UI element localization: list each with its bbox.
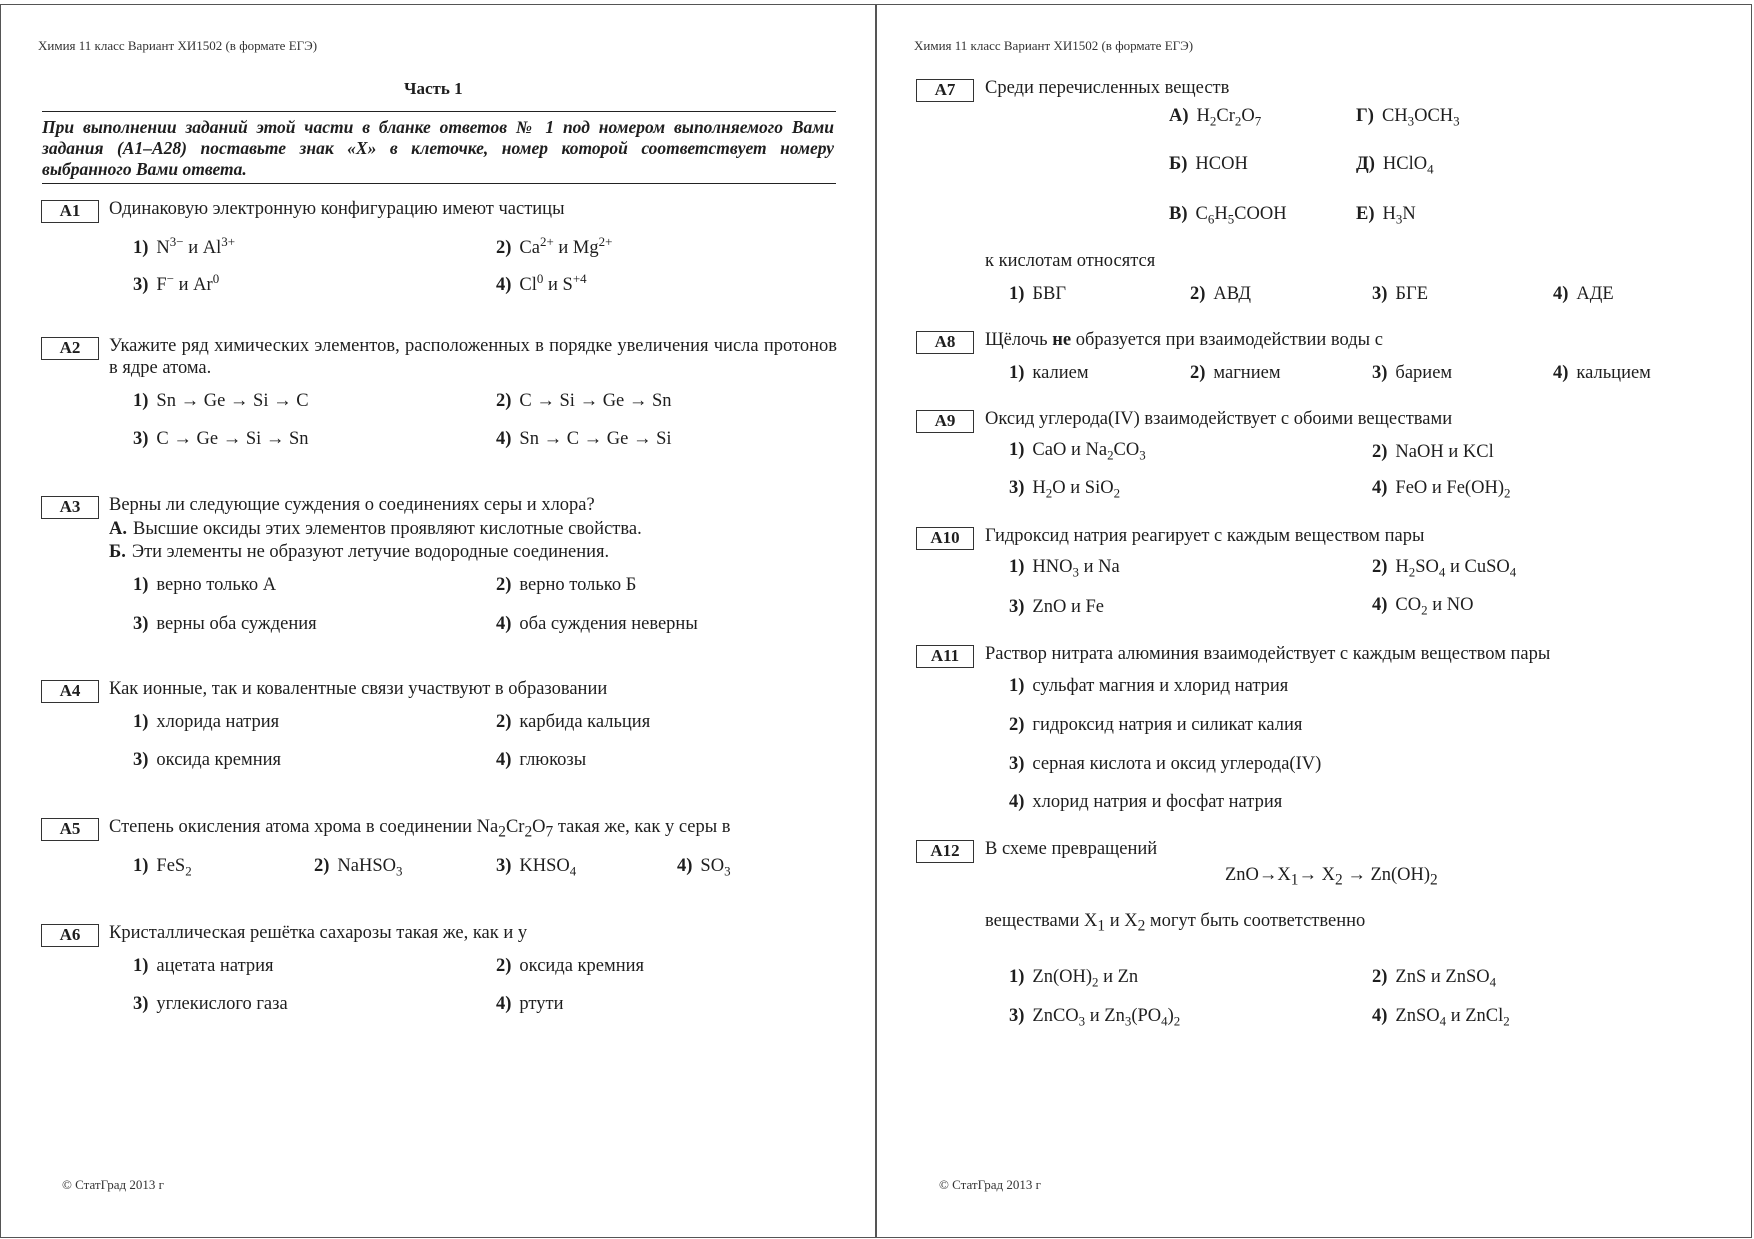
copyright: © СтатГрад 2013 г xyxy=(62,1177,164,1192)
option-a1-1: 1) $N^{3-}$ и $Al^{3+}$ xyxy=(133,234,235,259)
option-a11-4: 4) хлорид натрия и фосфат натрия xyxy=(1009,792,1283,812)
substance-d: Д) HClO$_4$ xyxy=(1356,154,1434,177)
option-a4-3: 3) оксида кремния xyxy=(133,750,282,770)
substance-g: Г) $CH_3OCH_3$ xyxy=(1356,106,1460,129)
part-title: Часть 1 xyxy=(404,79,463,98)
substance-a: А) $H_2Cr_2O_7$ xyxy=(1169,106,1262,129)
option-a7-1: 1) БВГ xyxy=(1009,284,1067,304)
substance-b: Б) HCOH xyxy=(1169,154,1248,174)
option-a6-4: 4) ртути xyxy=(496,994,564,1014)
question-text-a12: В схеме превращений xyxy=(985,839,1158,859)
option-a11-2: 2) гидроксид натрия и силикат калия xyxy=(1009,715,1303,735)
option-a5-2: 2) NaHSO$_3$ xyxy=(314,856,403,879)
option-a2-2: 2) C → Si → Ge → Sn xyxy=(496,391,672,411)
option-a1-2: 2) $Ca^{2+}$ и $Mg^{2+}$ xyxy=(496,234,613,259)
option-a4-2: 2) карбида кальция xyxy=(496,712,651,732)
option-a12-1: 1) $Zn(OH)_2$ и Zn xyxy=(1009,967,1139,990)
option-a3-1: 1) верно только А xyxy=(133,575,277,595)
option-a8-2: 2) магнием xyxy=(1190,363,1281,383)
option-a8-3: 3) барием xyxy=(1372,363,1453,383)
option-a3-3: 3) верны оба суждения xyxy=(133,614,317,634)
option-a4-1: 1) хлорида натрия xyxy=(133,712,280,732)
option-a9-4: 4) FeO и $Fe(OH)_2$ xyxy=(1372,478,1511,501)
option-a2-1: 1) Sn → Ge → Si → C xyxy=(133,391,309,411)
option-a10-4: 4) $CO_2$ и NO xyxy=(1372,595,1474,618)
question-text-a5: Степень окисления атома хрома в соединении $Na_2Cr_2O_7$ такая же, как у серы в xyxy=(109,817,731,841)
option-a1-3: 3) F− и Ar$^0$ xyxy=(133,271,220,296)
option-a4-4: 4) глюкозы xyxy=(496,750,587,770)
option-a3-2: 2) верно только Б xyxy=(496,575,637,595)
option-a6-3: 3) углекислого газа xyxy=(133,994,288,1014)
substance-v: В) $C_6H_5COOH$ xyxy=(1169,204,1287,227)
question-number-a8: А8 xyxy=(916,331,974,354)
option-a1-4: 4) Cl$^0$ и $S^{+4}$ xyxy=(496,271,587,296)
question-number-a2: А2 xyxy=(41,337,99,360)
question-text-a3: Верны ли следующие суждения о соединениях серы и хлора? xyxy=(109,495,595,515)
transformation-scheme: $ZnO\to X_1\to X_2 \to Zn(OH)_2$ xyxy=(1225,865,1438,889)
question-number-a7: А7 xyxy=(916,79,974,102)
option-a7-2: 2) АВД xyxy=(1190,284,1252,304)
option-a2-3: 3) C → Ge → Si → Sn xyxy=(133,429,309,449)
instructions: При выполнении заданий этой части в бланке ответов № 1 под номером выполняемого Вами задания (А1–А28) поставьте знак «X» в клеточке, номер которой соответствует номеру выбранного Вами ответа. xyxy=(42,117,834,179)
option-a8-1: 1) калием xyxy=(1009,363,1089,383)
option-a6-2: 2) оксида кремния xyxy=(496,956,645,976)
statement-a: А. Высшие оксиды этих элементов проявляют кислотные свойства. xyxy=(109,519,642,539)
option-a12-2: 2) ZnS и ZnSO$_4$ xyxy=(1372,967,1497,990)
question-tail-a7: к кислотам относятся xyxy=(985,251,1156,271)
option-a11-1: 1) сульфат магния и хлорид натрия xyxy=(1009,676,1289,696)
question-number-a9: А9 xyxy=(916,410,974,433)
option-a11-3: 3) серная кислота и оксид углерода(IV) xyxy=(1009,754,1322,774)
question-number-a3: А3 xyxy=(41,496,99,519)
question-text-a10: Гидроксид натрия реагирует с каждым веществом пары xyxy=(985,526,1425,546)
option-a3-4: 4) оба суждения неверны xyxy=(496,614,698,634)
copyright: © СтатГрад 2013 г xyxy=(939,1177,1041,1192)
option-a5-3: 3) $KHSO_4$ xyxy=(496,856,577,879)
question-text-a9: Оксид углерода(IV) взаимодействует с обоими веществами xyxy=(985,409,1453,429)
running-header: Химия 11 класс Вариант ХИ1502 (в формате ЕГЭ) xyxy=(914,38,1194,53)
option-a9-3: 3) $H_2O$ и SiO$_2$ xyxy=(1009,478,1121,501)
question-number-a1: А1 xyxy=(41,200,99,223)
option-a6-1: 1) ацетата натрия xyxy=(133,956,274,976)
left-page xyxy=(0,0,876,1239)
option-a2-4: 4) Sn → C → Ge → Si xyxy=(496,429,672,449)
question-number-a4: А4 xyxy=(41,680,99,703)
top-rule xyxy=(42,111,836,112)
option-a5-1: 1) FeS$_2$ xyxy=(133,856,192,879)
option-a10-2: 2) $H_2SO_4$ и CuSO$_4$ xyxy=(1372,557,1517,580)
right-page xyxy=(877,0,1754,1239)
statement-b: Б. Эти элементы не образуют летучие водородные соединения. xyxy=(109,542,610,562)
option-a5-4: 4) $SO_3$ xyxy=(677,856,731,879)
question-text-a8: Щёлочь не образуется при взаимодействии воды с xyxy=(985,330,1383,350)
question-tail-a12: веществами $X_1$ и $X_2$ могут быть соответственно xyxy=(985,911,1366,935)
question-text-a1: Одинаковую электронную конфигурацию имеют частицы xyxy=(109,199,565,219)
question-text-a2: Укажите ряд химических элементов, расположенных в порядке увеличения числа протонов в ядре атома. xyxy=(109,336,837,378)
question-text-a6: Кристаллическая решётка сахарозы такая же, как и у xyxy=(109,923,528,943)
question-number-a10: А10 xyxy=(916,527,974,550)
option-a9-1: 1) CaO и $Na_2CO_3$ xyxy=(1009,440,1146,463)
option-a10-3: 3) ZnO и Fe xyxy=(1009,597,1104,617)
option-a10-1: 1) $HNO_3$ и Na xyxy=(1009,557,1120,580)
option-a12-4: 4) ZnSO$_4$ и ZnCl$_2$ xyxy=(1372,1006,1510,1029)
question-text-a4: Как ионные, так и ковалентные связи участвуют в образовании xyxy=(109,679,608,699)
option-a7-4: 4) АДЕ xyxy=(1553,284,1614,304)
question-number-a5: А5 xyxy=(41,818,99,841)
question-number-a6: А6 xyxy=(41,924,99,947)
question-number-a11: А11 xyxy=(916,645,974,668)
option-a8-4: 4) кальцием xyxy=(1553,363,1651,383)
bottom-rule xyxy=(42,183,836,184)
question-text-a11: Раствор нитрата алюминия взаимодействует с каждым веществом пары xyxy=(985,644,1551,664)
option-a12-3: 3) ZnCO$_3$ и $Zn_3(PO_4)_2$ xyxy=(1009,1006,1181,1029)
substance-e: Е) $H_3N$ xyxy=(1356,204,1416,227)
running-header: Химия 11 класс Вариант ХИ1502 (в формате ЕГЭ) xyxy=(38,38,318,53)
question-text-a7: Среди перечисленных веществ xyxy=(985,78,1230,98)
question-number-a12: А12 xyxy=(916,840,974,863)
option-a9-2: 2) NaOH и KCl xyxy=(1372,442,1494,462)
option-a7-3: 3) БГЕ xyxy=(1372,284,1429,304)
